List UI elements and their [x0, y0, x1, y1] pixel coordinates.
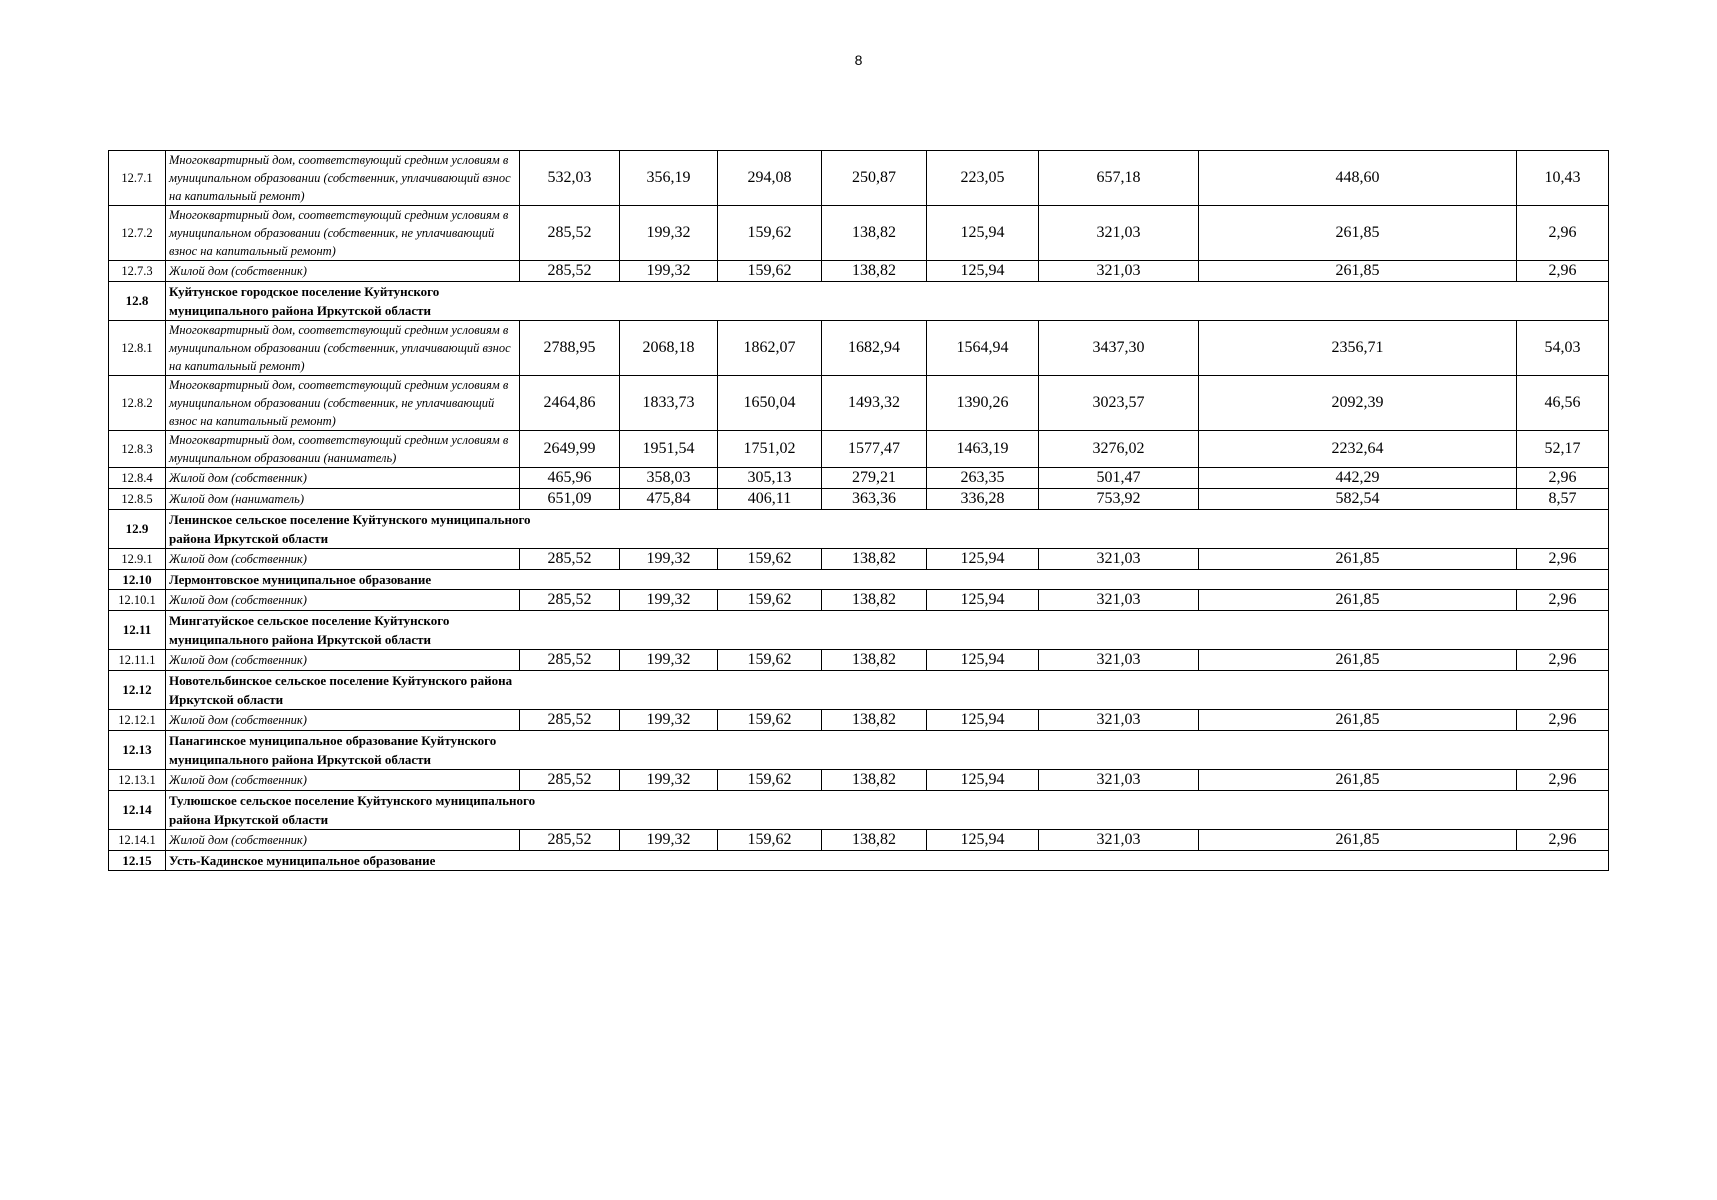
value-cell: 285,52: [520, 206, 620, 261]
value-cell: 199,32: [620, 830, 718, 851]
value-cell: 279,21: [822, 468, 927, 489]
value-cell: 223,05: [927, 151, 1039, 206]
value-cell: 532,03: [520, 151, 620, 206]
row-code: 12.15: [109, 851, 166, 871]
table-row: [109, 431, 1609, 468]
value-cell: 138,82: [822, 549, 927, 570]
value-cell: 501,47: [1039, 468, 1199, 489]
value-cell: 657,18: [1039, 151, 1199, 206]
row-code: 12.8: [109, 282, 166, 321]
value-cell: 261,85: [1199, 710, 1517, 731]
table-row: [109, 489, 1609, 510]
value-cell: 2,96: [1517, 830, 1609, 851]
value-cell: 2788,95: [520, 321, 620, 376]
value-cell: 261,85: [1199, 206, 1517, 261]
row-description: Многоквартирный дом, соответствующий средним условиям в муниципальном образовании (наниматель): [166, 431, 520, 468]
value-cell: 159,62: [718, 710, 822, 731]
section-row: [109, 510, 1609, 549]
value-cell: 3437,30: [1039, 321, 1199, 376]
value-cell: 2,96: [1517, 650, 1609, 671]
section-title: Лермонтовское муниципальное образование: [166, 570, 1609, 590]
section-title: Ленинское сельское поселение Куйтунского муниципального района Иркутской области: [166, 510, 1609, 549]
value-cell: 442,29: [1199, 468, 1517, 489]
value-cell: 261,85: [1199, 261, 1517, 282]
table-row: [109, 770, 1609, 791]
section-row: [109, 851, 1609, 871]
value-cell: 285,52: [520, 549, 620, 570]
value-cell: 159,62: [718, 590, 822, 611]
value-cell: 321,03: [1039, 710, 1199, 731]
section-row: [109, 731, 1609, 770]
section-row: [109, 570, 1609, 590]
table-row: [109, 549, 1609, 570]
value-cell: 261,85: [1199, 590, 1517, 611]
value-cell: 199,32: [620, 590, 718, 611]
row-code: 12.8.5: [109, 489, 166, 510]
row-code: 12.14.1: [109, 830, 166, 851]
value-cell: 138,82: [822, 206, 927, 261]
value-cell: 294,08: [718, 151, 822, 206]
row-code: 12.9: [109, 510, 166, 549]
row-description: Многоквартирный дом, соответствующий средним условиям в муниципальном образовании (собственник, не уплачивающий взнос на капитальный ремонт): [166, 376, 520, 431]
value-cell: 3276,02: [1039, 431, 1199, 468]
section-title: Панагинское муниципальное образование Куйтунского муниципального района Иркутской области: [166, 731, 1609, 770]
value-cell: 1650,04: [718, 376, 822, 431]
row-code: 12.13.1: [109, 770, 166, 791]
value-cell: 261,85: [1199, 770, 1517, 791]
tariff-table: [108, 150, 1609, 871]
value-cell: 159,62: [718, 830, 822, 851]
value-cell: 336,28: [927, 489, 1039, 510]
value-cell: 285,52: [520, 650, 620, 671]
value-cell: 3023,57: [1039, 376, 1199, 431]
row-description: Жилой дом (собственник): [166, 261, 520, 282]
value-cell: 261,85: [1199, 549, 1517, 570]
value-cell: 1493,32: [822, 376, 927, 431]
row-description: Жилой дом (наниматель): [166, 489, 520, 510]
value-cell: 2,96: [1517, 549, 1609, 570]
value-cell: 2356,71: [1199, 321, 1517, 376]
value-cell: 2,96: [1517, 710, 1609, 731]
value-cell: 261,85: [1199, 650, 1517, 671]
value-cell: 199,32: [620, 650, 718, 671]
value-cell: 2,96: [1517, 468, 1609, 489]
value-cell: 321,03: [1039, 549, 1199, 570]
value-cell: 2068,18: [620, 321, 718, 376]
row-description: Жилой дом (собственник): [166, 650, 520, 671]
value-cell: 363,36: [822, 489, 927, 510]
value-cell: 321,03: [1039, 650, 1199, 671]
table-row: [109, 261, 1609, 282]
value-cell: 138,82: [822, 261, 927, 282]
value-cell: 475,84: [620, 489, 718, 510]
table-row: [109, 590, 1609, 611]
value-cell: 1463,19: [927, 431, 1039, 468]
value-cell: 582,54: [1199, 489, 1517, 510]
row-code: 12.7.2: [109, 206, 166, 261]
value-cell: 46,56: [1517, 376, 1609, 431]
row-code: 12.8.2: [109, 376, 166, 431]
section-row: [109, 671, 1609, 710]
row-description: Многоквартирный дом, соответствующий средним условиям в муниципальном образовании (собственник, не уплачивающий взнос на капитальный ремонт): [166, 206, 520, 261]
value-cell: 321,03: [1039, 830, 1199, 851]
page-number: 8: [854, 52, 863, 68]
value-cell: 125,94: [927, 549, 1039, 570]
value-cell: 2092,39: [1199, 376, 1517, 431]
row-description: Жилой дом (собственник): [166, 770, 520, 791]
value-cell: 54,03: [1517, 321, 1609, 376]
value-cell: 125,94: [927, 261, 1039, 282]
value-cell: 138,82: [822, 650, 927, 671]
value-cell: 1862,07: [718, 321, 822, 376]
value-cell: 2232,64: [1199, 431, 1517, 468]
value-cell: 138,82: [822, 710, 927, 731]
row-code: 12.8.3: [109, 431, 166, 468]
row-code: 12.9.1: [109, 549, 166, 570]
section-row: [109, 791, 1609, 830]
value-cell: 406,11: [718, 489, 822, 510]
value-cell: 285,52: [520, 830, 620, 851]
row-code: 12.7.1: [109, 151, 166, 206]
row-code: 12.13: [109, 731, 166, 770]
value-cell: 138,82: [822, 770, 927, 791]
row-code: 12.10.1: [109, 590, 166, 611]
value-cell: 263,35: [927, 468, 1039, 489]
table-row: [109, 650, 1609, 671]
value-cell: 199,32: [620, 206, 718, 261]
row-code: 12.12.1: [109, 710, 166, 731]
value-cell: 356,19: [620, 151, 718, 206]
row-code: 12.8.4: [109, 468, 166, 489]
row-code: 12.8.1: [109, 321, 166, 376]
value-cell: 159,62: [718, 261, 822, 282]
value-cell: 199,32: [620, 261, 718, 282]
value-cell: 753,92: [1039, 489, 1199, 510]
row-code: 12.11: [109, 611, 166, 650]
value-cell: 1682,94: [822, 321, 927, 376]
value-cell: 10,43: [1517, 151, 1609, 206]
value-cell: 125,94: [927, 206, 1039, 261]
section-title: Тулюшское сельское поселение Куйтунского муниципального района Иркутской области: [166, 791, 1609, 830]
table-row: [109, 376, 1609, 431]
value-cell: 358,03: [620, 468, 718, 489]
value-cell: 159,62: [718, 206, 822, 261]
value-cell: 159,62: [718, 770, 822, 791]
row-code: 12.12: [109, 671, 166, 710]
row-code: 12.10: [109, 570, 166, 590]
section-title: Усть-Кадинское муниципальное образование: [166, 851, 1609, 871]
value-cell: 321,03: [1039, 206, 1199, 261]
value-cell: 321,03: [1039, 261, 1199, 282]
value-cell: 2649,99: [520, 431, 620, 468]
value-cell: 465,96: [520, 468, 620, 489]
row-description: Жилой дом (собственник): [166, 590, 520, 611]
value-cell: 138,82: [822, 590, 927, 611]
value-cell: 1390,26: [927, 376, 1039, 431]
table-row: [109, 151, 1609, 206]
value-cell: 2464,86: [520, 376, 620, 431]
value-cell: 285,52: [520, 710, 620, 731]
value-cell: 125,94: [927, 830, 1039, 851]
value-cell: 1951,54: [620, 431, 718, 468]
table-row: [109, 206, 1609, 261]
value-cell: 199,32: [620, 549, 718, 570]
row-code: 12.14: [109, 791, 166, 830]
row-code: 12.7.3: [109, 261, 166, 282]
table-row: [109, 710, 1609, 731]
value-cell: 2,96: [1517, 206, 1609, 261]
value-cell: 125,94: [927, 650, 1039, 671]
value-cell: 8,57: [1517, 489, 1609, 510]
value-cell: 321,03: [1039, 770, 1199, 791]
value-cell: 1833,73: [620, 376, 718, 431]
row-description: Многоквартирный дом, соответствующий средним условиям в муниципальном образовании (собственник, уплачивающий взнос на капитальный ремонт): [166, 151, 520, 206]
row-description: Многоквартирный дом, соответствующий средним условиям в муниципальном образовании (собственник, уплачивающий взнос на капитальный ремонт): [166, 321, 520, 376]
value-cell: 2,96: [1517, 590, 1609, 611]
value-cell: 285,52: [520, 590, 620, 611]
table-row: [109, 321, 1609, 376]
row-description: Жилой дом (собственник): [166, 468, 520, 489]
value-cell: 159,62: [718, 549, 822, 570]
section-row: [109, 282, 1609, 321]
value-cell: 2,96: [1517, 770, 1609, 791]
section-title: Мингатуйское сельское поселение Куйтунского муниципального района Иркутской области: [166, 611, 1609, 650]
value-cell: 250,87: [822, 151, 927, 206]
value-cell: 159,62: [718, 650, 822, 671]
value-cell: 285,52: [520, 770, 620, 791]
value-cell: 125,94: [927, 590, 1039, 611]
row-description: Жилой дом (собственник): [166, 710, 520, 731]
value-cell: 261,85: [1199, 830, 1517, 851]
value-cell: 125,94: [927, 710, 1039, 731]
value-cell: 1577,47: [822, 431, 927, 468]
value-cell: 1751,02: [718, 431, 822, 468]
table-row: [109, 830, 1609, 851]
value-cell: 2,96: [1517, 261, 1609, 282]
value-cell: 448,60: [1199, 151, 1517, 206]
value-cell: 321,03: [1039, 590, 1199, 611]
value-cell: 1564,94: [927, 321, 1039, 376]
value-cell: 285,52: [520, 261, 620, 282]
value-cell: 125,94: [927, 770, 1039, 791]
value-cell: 52,17: [1517, 431, 1609, 468]
value-cell: 651,09: [520, 489, 620, 510]
section-row: [109, 611, 1609, 650]
value-cell: 305,13: [718, 468, 822, 489]
value-cell: 199,32: [620, 710, 718, 731]
value-cell: 199,32: [620, 770, 718, 791]
row-description: Жилой дом (собственник): [166, 830, 520, 851]
value-cell: 138,82: [822, 830, 927, 851]
table-row: [109, 468, 1609, 489]
row-description: Жилой дом (собственник): [166, 549, 520, 570]
table-body: [109, 151, 1609, 871]
section-title: Куйтунское городское поселение Куйтунского муниципального района Иркутской области: [166, 282, 1609, 321]
row-code: 12.11.1: [109, 650, 166, 671]
section-title: Новотельбинское сельское поселение Куйтунского района Иркутской области: [166, 671, 1609, 710]
